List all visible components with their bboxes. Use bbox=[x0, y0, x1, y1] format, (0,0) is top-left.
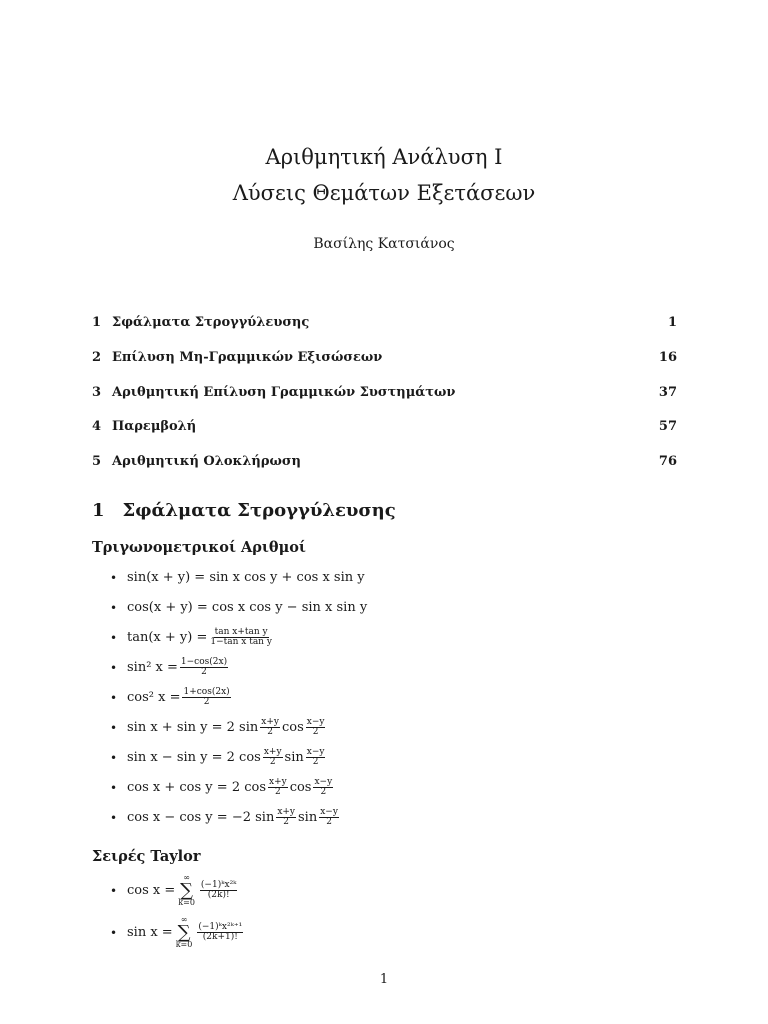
formula-sin-plus-sin: sin x + sin y = 2 sin bbox=[127, 720, 259, 736]
fraction-denominator: 2 bbox=[274, 787, 281, 798]
fraction bbox=[200, 881, 238, 901]
formula-item bbox=[110, 688, 233, 708]
sigma-symbol: ∑ bbox=[180, 880, 194, 901]
summation bbox=[176, 916, 193, 949]
toc-entry-page: 37 bbox=[658, 385, 677, 400]
toc-entry-title: Σφάλματα Στρογγύλευσης bbox=[112, 315, 310, 330]
formula-cos-minus-cos: cos x − cos y = −2 sin bbox=[127, 810, 275, 826]
page-number: 1 bbox=[379, 972, 389, 987]
fraction-numerator: x+y bbox=[277, 807, 296, 817]
subsection-heading-trig: Τριγωνομετρικοί Αριθμοί bbox=[92, 539, 306, 556]
fraction-denominator: 2 bbox=[201, 667, 207, 678]
fraction-denominator: 2 bbox=[283, 817, 290, 828]
formula-cos-sum: cos(x + y) = cos x cos y − sin x sin y bbox=[127, 600, 368, 615]
bullet: • bbox=[110, 630, 118, 645]
summation-upper: ∞ bbox=[183, 873, 190, 882]
taylor-sin-lhs: sin x = bbox=[127, 925, 173, 941]
fraction-numerator: (−1)ᵏx²ᵏ⁺¹ bbox=[198, 921, 243, 932]
fraction-numerator: x−y bbox=[306, 717, 325, 727]
toc-entry-number: 1 bbox=[92, 315, 102, 330]
fraction-denominator: 2 bbox=[320, 787, 327, 798]
bullet: • bbox=[110, 780, 118, 795]
formula-cos-squared-lhs: cos² x = bbox=[127, 690, 181, 706]
fraction-denominator: 2 bbox=[326, 817, 332, 828]
bullet: • bbox=[110, 810, 118, 825]
toc-entry-number: 4 bbox=[92, 419, 102, 434]
summation-lower: k=0 bbox=[178, 898, 195, 908]
fraction bbox=[306, 748, 326, 768]
fraction bbox=[306, 718, 326, 738]
formula-sin-sum: sin(x + y) = sin x cos y + cos x sin y bbox=[127, 570, 365, 585]
formula-item bbox=[110, 748, 327, 768]
fraction-numerator: 1−cos(2x) bbox=[180, 657, 228, 667]
formula-item bbox=[110, 874, 239, 907]
fraction-denominator: 2 bbox=[269, 757, 276, 768]
formula-item bbox=[110, 718, 327, 738]
summation-upper: ∞ bbox=[180, 915, 188, 924]
fraction-numerator: x+y bbox=[261, 717, 279, 727]
summation-lower: k=0 bbox=[175, 940, 193, 950]
fraction bbox=[180, 658, 228, 678]
fraction-numerator: tan x+tan y bbox=[214, 627, 268, 637]
section-title: Σφάλματα Στρογγύλευσης bbox=[122, 500, 396, 521]
fraction-denominator: 2 bbox=[203, 697, 210, 708]
fraction-numerator: 1+cos(2x) bbox=[183, 687, 230, 697]
bullet: • bbox=[110, 883, 118, 898]
formula-part: cos bbox=[289, 780, 312, 796]
toc-entry-page: 16 bbox=[658, 350, 677, 365]
toc-entry[interactable] bbox=[92, 350, 677, 365]
section-heading bbox=[92, 500, 396, 521]
fraction-numerator: x−y bbox=[306, 747, 325, 757]
taylor-cos-lhs: cos x = bbox=[127, 883, 176, 899]
sigma-symbol: ∑ bbox=[177, 922, 191, 943]
fraction-numerator: x+y bbox=[263, 747, 282, 757]
subsection-heading-taylor: Σειρές Taylor bbox=[92, 848, 201, 865]
document-title-line1: Αριθμητική Ανάλυση Ι bbox=[265, 145, 503, 169]
bullet: • bbox=[110, 720, 118, 735]
bullet: • bbox=[110, 925, 118, 940]
fraction bbox=[268, 778, 288, 798]
formula-item bbox=[110, 570, 365, 585]
toc-entry-number: 5 bbox=[92, 454, 102, 469]
fraction-denominator: 2 bbox=[267, 727, 273, 738]
formula-part: sin bbox=[284, 750, 304, 766]
fraction bbox=[197, 923, 243, 943]
fraction-numerator: x−y bbox=[320, 807, 338, 817]
toc-entry[interactable] bbox=[92, 385, 677, 400]
formula-item bbox=[110, 778, 335, 798]
toc-entry-title: Επίλυση Μη-Γραμμικών Εξισώσεων bbox=[112, 350, 383, 365]
formula-sin-minus-sin: sin x − sin y = 2 cos bbox=[127, 750, 261, 766]
toc-entry[interactable] bbox=[92, 315, 677, 330]
formula-item bbox=[110, 658, 230, 678]
fraction bbox=[313, 778, 333, 798]
summation bbox=[178, 874, 195, 907]
bullet: • bbox=[110, 690, 118, 705]
fraction-numerator: x+y bbox=[269, 777, 287, 787]
fraction-denominator: 2 bbox=[312, 757, 319, 768]
fraction-denominator: (2k)! bbox=[207, 890, 230, 901]
toc-entry-page: 1 bbox=[667, 315, 677, 330]
fraction-denominator: 1−tan x tan y bbox=[210, 637, 272, 648]
fraction-numerator: x−y bbox=[314, 777, 333, 787]
toc-entry-page: 76 bbox=[658, 454, 677, 469]
toc-entry-number: 2 bbox=[92, 350, 102, 365]
fraction-numerator: (−1)ᵏx²ᵏ bbox=[200, 879, 237, 890]
formula-tan-sum-lhs: tan(x + y) = bbox=[127, 630, 208, 646]
fraction bbox=[260, 718, 280, 738]
toc-entry-title: Παρεμβολή bbox=[112, 419, 197, 434]
formula-part: cos bbox=[281, 720, 304, 736]
formula-item bbox=[110, 628, 275, 648]
fraction bbox=[276, 808, 296, 828]
document-title-line2: Λύσεις Θεμάτων Εξετάσεων bbox=[232, 181, 536, 205]
bullet: • bbox=[110, 570, 118, 585]
toc-entry[interactable] bbox=[92, 419, 677, 434]
bullet: • bbox=[110, 600, 118, 615]
fraction-denominator: (2k+1)! bbox=[202, 932, 238, 943]
formula-cos-plus-cos: cos x + cos y = 2 cos bbox=[127, 780, 266, 796]
fraction bbox=[209, 628, 273, 648]
fraction-denominator: 2 bbox=[312, 727, 319, 738]
section-number: 1 bbox=[92, 500, 105, 521]
toc-entry[interactable] bbox=[92, 454, 677, 469]
formula-item bbox=[110, 808, 341, 828]
author-name: Βασίλης Κατσιάνος bbox=[313, 236, 455, 252]
fraction bbox=[319, 808, 339, 828]
formula-sin-squared-lhs: sin² x = bbox=[127, 660, 178, 676]
fraction bbox=[263, 748, 283, 768]
toc-entry-number: 3 bbox=[92, 385, 102, 400]
bullet: • bbox=[110, 750, 118, 765]
toc-entry-page: 57 bbox=[658, 419, 677, 434]
formula-part: sin bbox=[298, 810, 318, 826]
fraction bbox=[182, 688, 230, 708]
toc-entry-title: Αριθμητική Ολοκλήρωση bbox=[112, 454, 301, 469]
bullet: • bbox=[110, 660, 118, 675]
formula-item bbox=[110, 600, 367, 615]
toc-entry-title: Αριθμητική Επίλυση Γραμμικών Συστημάτων bbox=[112, 385, 456, 400]
formula-item bbox=[110, 916, 245, 949]
